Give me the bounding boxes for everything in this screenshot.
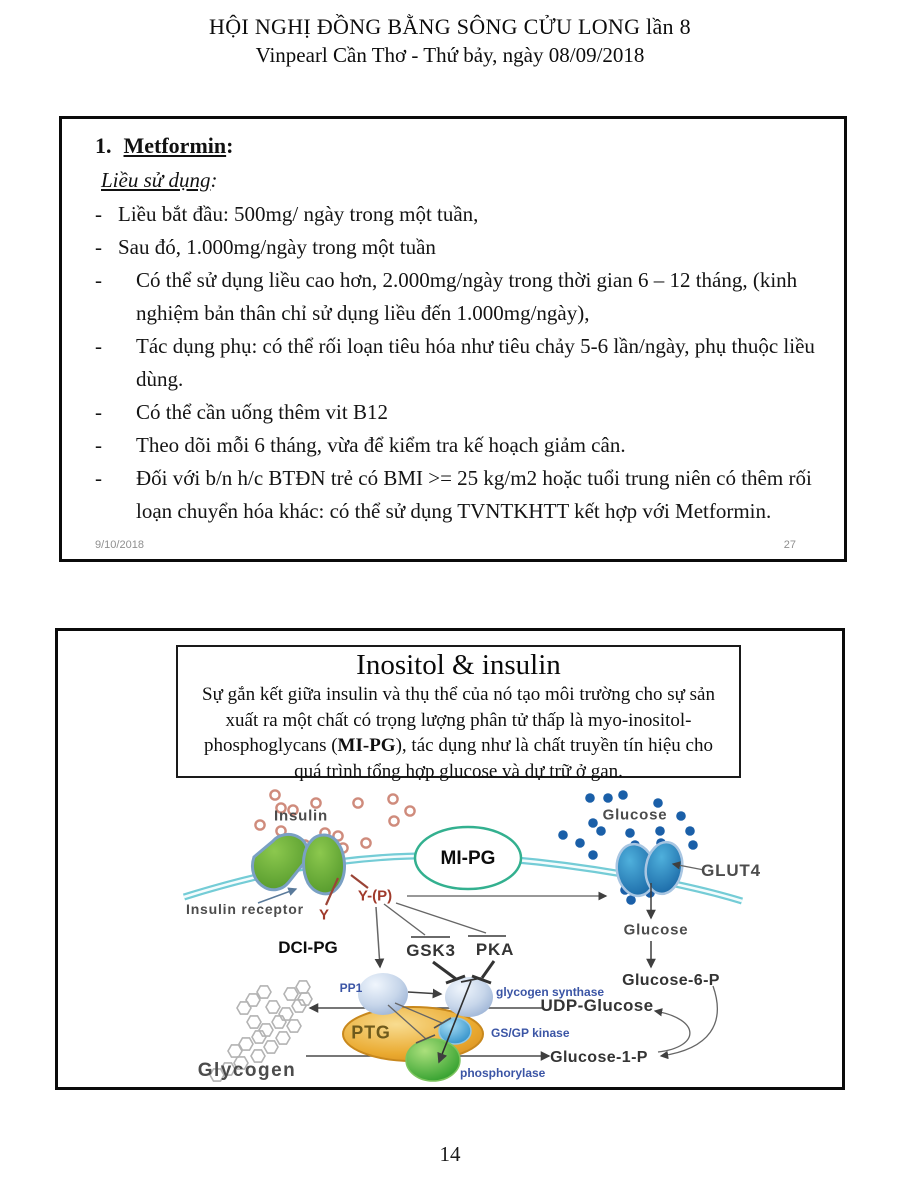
insulin-receptor-label: Insulin receptor: [186, 901, 304, 917]
bullet-marker: -: [95, 268, 102, 292]
conference-subtitle: Vinpearl Cần Thơ - Thứ bảy, ngày 08/09/2018: [255, 43, 645, 67]
bullet-item: [95, 264, 824, 330]
inositol-title: Inositol & insulin: [356, 649, 561, 681]
bullet-marker: -: [95, 400, 102, 424]
phosphorylase-label: phosphorylase: [460, 1066, 546, 1080]
insulin-label: Insulin: [274, 807, 328, 825]
bullet-item: [95, 198, 824, 231]
slide-inositol-insulin: [55, 628, 845, 1090]
gsk3-label: GSK3: [406, 941, 456, 960]
slide-footer: [95, 539, 796, 551]
bullet-marker: -: [95, 235, 102, 259]
desc-line2: xuất ra một chất có trọng lượng phân tử thấp là myo-inositol-: [225, 709, 692, 731]
bullet-item: [95, 429, 824, 462]
bullet-item: [95, 330, 824, 396]
slide-metformin-content: [95, 129, 824, 528]
desc-line4: quá trình tổng hợp glucose và dự trữ ở gan.: [294, 760, 623, 782]
diagram-labels: [58, 631, 848, 1093]
dci-pg-label: DCI-PG: [278, 938, 338, 957]
desc-line1: Sự gắn kết giữa insulin và thụ thể của nó tạo môi trường cho sự sản: [202, 684, 715, 705]
bullet-marker: -: [95, 334, 102, 358]
bullet-text: Tác dụng phụ: có thể rối loạn tiêu hóa như tiêu chảy 5-6 lần/ngày, phụ thuộc liều dùng.: [136, 334, 815, 391]
dosage-subheading: [101, 163, 824, 197]
y-label: Y: [318, 906, 330, 924]
bullet-item: [95, 231, 824, 264]
pka-label: PKA: [475, 940, 515, 959]
glycogen-synthase-label: glycogen synthase: [496, 985, 605, 999]
bullet-item: [95, 462, 824, 528]
bullet-text: Theo dõi mỗi 6 tháng, vừa để kiểm tra kế hoạch giảm cân.: [136, 433, 626, 457]
bullet-item: [95, 396, 824, 429]
mi-pg-bold: MI-PG: [337, 735, 396, 756]
y-p-label: Y-(P): [357, 887, 393, 905]
bullet-text: Sau đó, 1.000mg/ngày trong một tuần: [118, 235, 436, 259]
slide-number: 27: [783, 539, 796, 551]
heading-number: 1.: [95, 133, 112, 158]
desc-line3-post: ), tác dụng như là chất truyền tín hiệu cho: [395, 735, 713, 756]
udp-glucose-label: UDP-Glucose: [540, 996, 654, 1015]
mi-pg-label: MI-PG: [440, 848, 496, 869]
page-number: 14: [439, 1142, 461, 1166]
glucose-in-label: Glucose: [623, 921, 689, 939]
desc-line3-pre: phosphoglycans (: [204, 735, 338, 756]
subheading-colon: :: [210, 168, 218, 192]
bullet-text: Có thể cần uống thêm vit B12: [136, 400, 388, 424]
bullet-list: [95, 198, 824, 528]
heading-colon: :: [226, 133, 234, 158]
glut4-label: GLUT4: [701, 861, 761, 880]
bullet-text: Có thể sử dụng liều cao hơn, 2.000mg/ngày trong thời gian 6 – 12 tháng, (kinh nghiệm bản thân chỉ sử dụng liều đến 1.000mg/ngày),: [136, 268, 798, 325]
gs-gp-kinase-label: GS/GP kinase: [491, 1026, 570, 1040]
glycogen-label: Glycogen: [197, 1060, 297, 1081]
bullet-text: Đối với b/n h/c BTĐN trẻ có BMI >= 25 kg/m2 hoặc tuổi trung niên có thêm rối loạn chuyển hóa khác: có thể sử dụng TVNTKHTT kết hợp với Metformin.: [136, 466, 812, 523]
conference-title: HỘI NGHỊ ĐỒNG BẰNG SÔNG CỬU LONG lần 8: [209, 14, 691, 39]
glucose-6-p-label: Glucose-6-P: [622, 972, 720, 989]
slide-date: 9/10/2018: [95, 539, 144, 551]
slide-metformin: [59, 116, 847, 562]
glucose-1-p-label: Glucose-1-P: [550, 1049, 648, 1066]
glucose-top-label: Glucose: [602, 806, 668, 824]
ptg-label: PTG: [351, 1022, 391, 1043]
subheading-text: Liều sử dụng: [101, 168, 211, 192]
heading-title: Metformin: [123, 133, 227, 158]
pp1-label: PP1: [339, 981, 363, 995]
metformin-heading: [95, 129, 824, 163]
bullet-marker: -: [95, 433, 102, 457]
bullet-marker: -: [95, 466, 102, 490]
bullet-text: Liều bắt đầu: 500mg/ ngày trong một tuần,: [118, 202, 479, 226]
bullet-marker: -: [95, 202, 102, 226]
